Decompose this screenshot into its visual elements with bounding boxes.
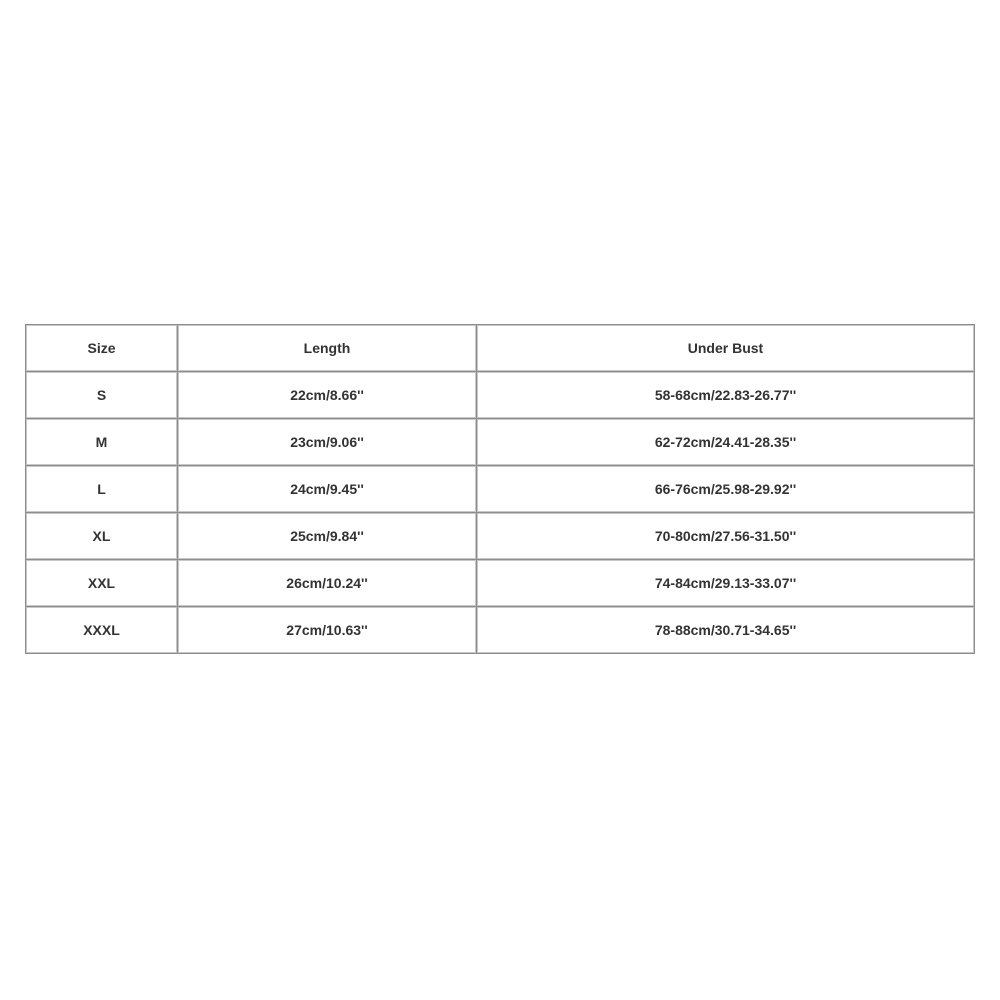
size-chart-table [25, 324, 975, 654]
cell-under-bust: 62-72cm/24.41-28.35'' [477, 419, 974, 466]
cell-under-bust: 78-88cm/30.71-34.65'' [477, 607, 974, 653]
cell-size: XL [26, 513, 178, 560]
table-row [26, 419, 974, 466]
cell-under-bust: 74-84cm/29.13-33.07'' [477, 560, 974, 607]
table-row [26, 466, 974, 513]
cell-under-bust: 70-80cm/27.56-31.50'' [477, 513, 974, 560]
header-size: Size [26, 325, 178, 372]
table-row [26, 513, 974, 560]
cell-length: 25cm/9.84'' [178, 513, 477, 560]
cell-under-bust: 66-76cm/25.98-29.92'' [477, 466, 974, 513]
cell-under-bust: 58-68cm/22.83-26.77'' [477, 372, 974, 419]
table-row [26, 372, 974, 419]
cell-length: 27cm/10.63'' [178, 607, 477, 653]
cell-length: 24cm/9.45'' [178, 466, 477, 513]
header-length: Length [178, 325, 477, 372]
cell-size: L [26, 466, 178, 513]
cell-size: S [26, 372, 178, 419]
cell-length: 22cm/8.66'' [178, 372, 477, 419]
cell-size: XXL [26, 560, 178, 607]
cell-size: M [26, 419, 178, 466]
header-under-bust: Under Bust [477, 325, 974, 372]
table-row [26, 607, 974, 653]
cell-length: 26cm/10.24'' [178, 560, 477, 607]
table-row [26, 560, 974, 607]
table-header-row [26, 325, 974, 372]
cell-size: XXXL [26, 607, 178, 653]
cell-length: 23cm/9.06'' [178, 419, 477, 466]
